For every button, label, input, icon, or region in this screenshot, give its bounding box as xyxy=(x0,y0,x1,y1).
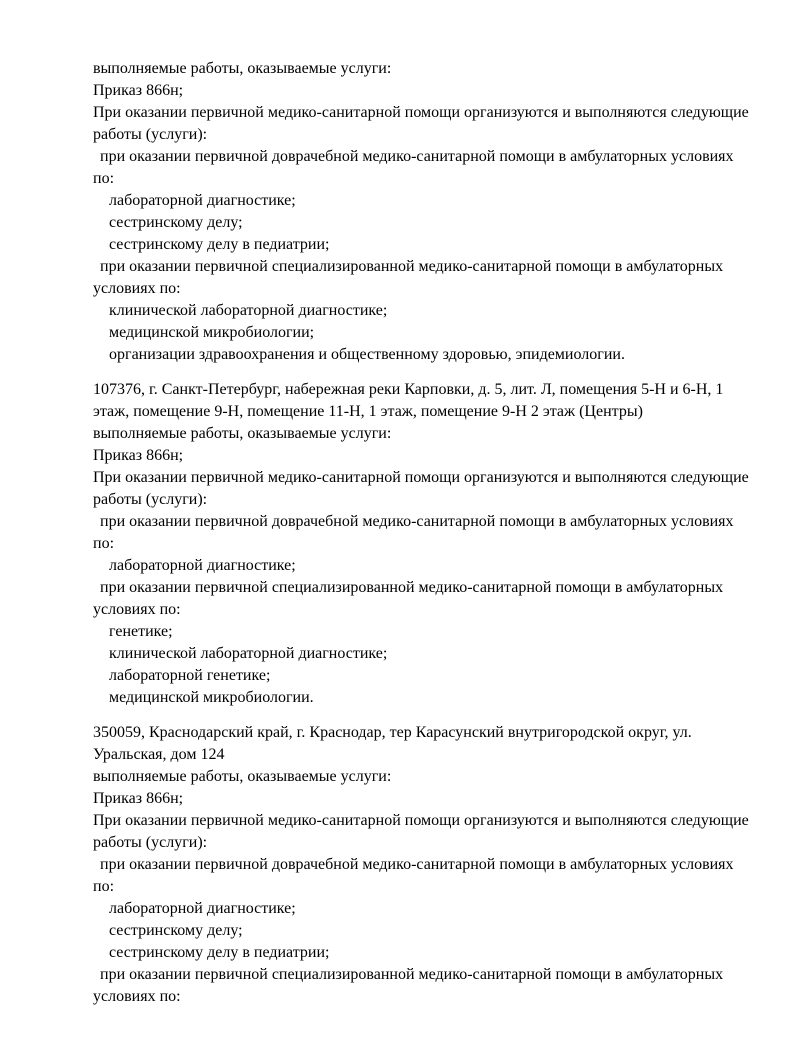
text-line: работы (услуги): xyxy=(93,126,208,143)
text-line: организации здравоохранения и общественному здоровью, эпидемиологии. xyxy=(109,346,625,363)
text-line: выполняемые работы, оказываемые услуги: xyxy=(93,768,392,785)
services-block-3 xyxy=(93,722,753,1008)
text-line: при оказании первичной доврачебной медико-санитарной помощи в амбулаторных условиях xyxy=(100,148,734,165)
text-line: при оказании первичной специализированной медико-санитарной помощи в амбулаторных xyxy=(100,258,724,275)
text-line: лабораторной диагностике; xyxy=(109,557,296,574)
text-line: 107376, г. Санкт-Петербург, набережная реки Карповки, д. 5, лит. Л, помещения 5-Н и 6-Н, 1 xyxy=(93,381,724,398)
text-line: Приказ 866н; xyxy=(93,790,184,807)
text-line: Приказ 866н; xyxy=(93,82,184,99)
text-line: при оказании первичной доврачебной медико-санитарной помощи в амбулаторных условиях xyxy=(100,856,734,873)
text-line: работы (услуги): xyxy=(93,834,208,851)
text-line: при оказании первичной доврачебной медико-санитарной помощи в амбулаторных условиях xyxy=(100,513,734,530)
text-line: работы (услуги): xyxy=(93,491,208,508)
text-line: При оказании первичной медико-санитарной помощи организуются и выполняются следующие xyxy=(93,104,749,121)
text-line: по: xyxy=(93,535,115,552)
text-line: условиях по: xyxy=(93,988,181,1005)
text-line: сестринскому делу в педиатрии; xyxy=(109,944,330,961)
text-line: сестринскому делу; xyxy=(109,214,243,231)
text-line: выполняемые работы, оказываемые услуги: xyxy=(93,425,392,442)
text-line: При оказании первичной медико-санитарной помощи организуются и выполняются следующие xyxy=(93,469,749,486)
text-line: по: xyxy=(93,878,115,895)
text-line: 350059, Краснодарский край, г. Краснодар, тер Карасунский внутригородской округ, ул. xyxy=(93,724,692,741)
text-line: по: xyxy=(93,170,115,187)
text-line: клинической лабораторной диагностике; xyxy=(109,302,388,319)
text-line: Приказ 866н; xyxy=(93,447,184,464)
document-content xyxy=(93,58,753,1008)
text-line: При оказании первичной медико-санитарной помощи организуются и выполняются следующие xyxy=(93,812,749,829)
text-line: этаж, помещение 9-Н, помещение 11-Н, 1 этаж, помещение 9-Н 2 этаж (Центры) xyxy=(93,403,643,420)
text-line: сестринскому делу; xyxy=(109,922,243,939)
text-line: условиях по: xyxy=(93,601,181,618)
text-line: условиях по: xyxy=(93,280,181,297)
text-line: медицинской микробиологии. xyxy=(109,689,314,706)
text-line: сестринскому делу в педиатрии; xyxy=(109,236,330,253)
services-block-2 xyxy=(93,379,753,709)
text-line: медицинской микробиологии; xyxy=(109,324,315,341)
text-line: лабораторной генетике; xyxy=(109,667,271,684)
text-line: лабораторной диагностике; xyxy=(109,900,296,917)
text-line: выполняемые работы, оказываемые услуги: xyxy=(93,60,392,77)
text-line: генетике; xyxy=(109,623,173,640)
text-line: при оказании первичной специализированной медико-санитарной помощи в амбулаторных xyxy=(100,966,724,983)
text-line: Уральская, дом 124 xyxy=(93,746,225,763)
text-line: при оказании первичной специализированной медико-санитарной помощи в амбулаторных xyxy=(100,579,724,596)
text-line: лабораторной диагностике; xyxy=(109,192,296,209)
text-line: клинической лабораторной диагностике; xyxy=(109,645,388,662)
services-block-1 xyxy=(93,58,753,366)
